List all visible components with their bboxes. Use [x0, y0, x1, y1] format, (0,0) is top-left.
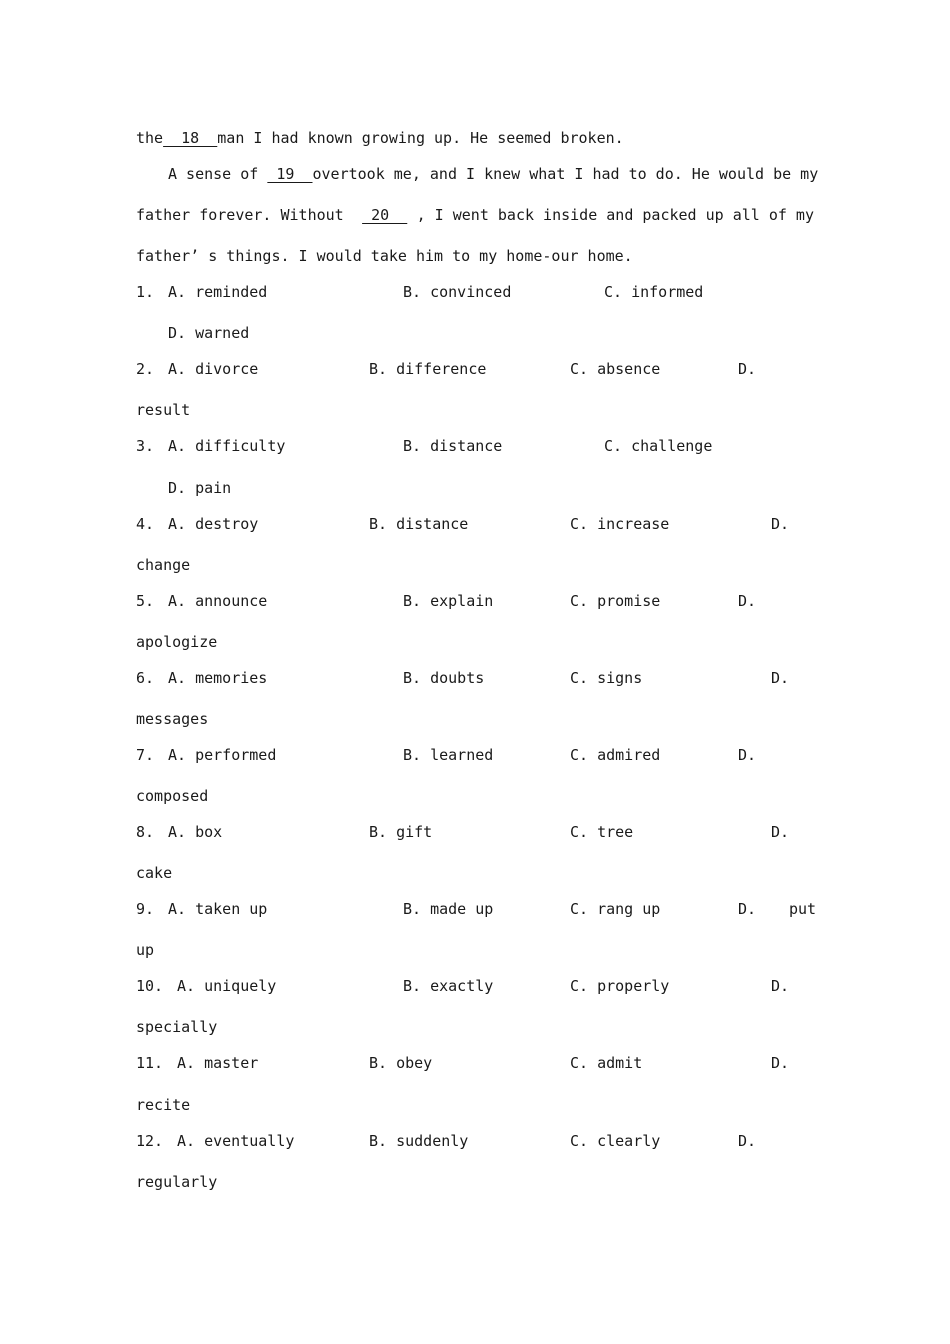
- option-d: D.: [738, 746, 757, 764]
- option-a: A. uniquely: [177, 977, 277, 995]
- passage-line-2: [168, 164, 819, 184]
- option-c: C. tree: [570, 823, 634, 841]
- option-b: B. doubts: [403, 669, 485, 687]
- option-a: A. box: [168, 823, 223, 841]
- option-c: C. absence: [570, 360, 661, 378]
- question-number: 10.: [136, 977, 164, 995]
- option-d: D.: [738, 360, 757, 378]
- option-c: C. clearly: [570, 1132, 661, 1150]
- option-a: A. divorce: [168, 360, 259, 378]
- passage-line-1: [136, 128, 624, 148]
- question-number: 7.: [136, 746, 155, 764]
- option-b: B. distance: [369, 515, 469, 533]
- option-a: A. difficulty: [168, 437, 286, 455]
- option-b: B. exactly: [403, 977, 494, 995]
- option-c: C. admit: [570, 1054, 643, 1072]
- question-number: 5.: [136, 592, 155, 610]
- passage-text: A sense of: [168, 165, 268, 183]
- option-d-text: change: [136, 556, 191, 574]
- option-d-text: put: [789, 900, 817, 918]
- option-d: D.: [738, 900, 757, 918]
- option-b: B. distance: [403, 437, 503, 455]
- passage-line-3: [136, 205, 814, 225]
- option-d-text: messages: [136, 710, 209, 728]
- option-b: B. learned: [403, 746, 494, 764]
- option-d: D.: [771, 977, 790, 995]
- option-c: C. informed: [604, 283, 704, 301]
- option-b: B. suddenly: [369, 1132, 469, 1150]
- option-d: D.: [738, 592, 757, 610]
- option-c: C. admired: [570, 746, 661, 764]
- option-b: B. explain: [403, 592, 494, 610]
- option-a: A. performed: [168, 746, 277, 764]
- option-d-text: specially: [136, 1018, 218, 1036]
- option-b: B. obey: [369, 1054, 433, 1072]
- option-d-text: regularly: [136, 1173, 218, 1191]
- option-d-text: composed: [136, 787, 209, 805]
- option-a: A. master: [177, 1054, 259, 1072]
- option-b: B. made up: [403, 900, 494, 918]
- option-d: D.: [771, 823, 790, 841]
- option-c: C. properly: [570, 977, 670, 995]
- option-d-text: result: [136, 401, 191, 419]
- passage-text: , I went back inside and packed up all of my: [416, 206, 814, 224]
- option-a: A. destroy: [168, 515, 259, 533]
- option-d-text: up: [136, 941, 155, 959]
- blank-20: 20: [362, 206, 408, 224]
- passage-text: man I had known growing up. He seemed broken.: [217, 129, 624, 147]
- blank-18: 18: [163, 129, 218, 147]
- blank-19: 19: [267, 165, 313, 183]
- passage-text: the: [136, 129, 164, 147]
- option-c: C. rang up: [570, 900, 661, 918]
- question-number: 3.: [136, 437, 155, 455]
- option-b: B. difference: [369, 360, 487, 378]
- option-c: C. signs: [570, 669, 643, 687]
- option-a: A. eventually: [177, 1132, 295, 1150]
- question-number: 12.: [136, 1132, 164, 1150]
- question-number: 11.: [136, 1054, 164, 1072]
- option-a: A. taken up: [168, 900, 268, 918]
- option-d: D.: [771, 669, 790, 687]
- question-number: 2.: [136, 360, 155, 378]
- option-d: D. warned: [168, 324, 250, 342]
- option-a: A. memories: [168, 669, 268, 687]
- question-number: 8.: [136, 823, 155, 841]
- passage-text: overtook me, and I knew what I had to do. He would be my: [312, 165, 819, 183]
- option-d-text: apologize: [136, 633, 218, 651]
- option-d-text: cake: [136, 864, 173, 882]
- option-d: D. pain: [168, 479, 232, 497]
- option-c: C. increase: [570, 515, 670, 533]
- passage-line-4: father’ s things. I would take him to my home-our home.: [136, 247, 633, 265]
- option-c: C. promise: [570, 592, 661, 610]
- option-b: B. convinced: [403, 283, 512, 301]
- question-number: 9.: [136, 900, 155, 918]
- question-number: 4.: [136, 515, 155, 533]
- option-b: B. gift: [369, 823, 433, 841]
- option-d: D.: [771, 1054, 790, 1072]
- passage-text: father forever. Without: [136, 206, 353, 224]
- option-d: D.: [771, 515, 790, 533]
- option-a: A. reminded: [168, 283, 268, 301]
- option-d: D.: [738, 1132, 757, 1150]
- option-c: C. challenge: [604, 437, 713, 455]
- option-a: A. announce: [168, 592, 268, 610]
- question-number: 1.: [136, 283, 155, 301]
- option-d-text: recite: [136, 1096, 191, 1114]
- question-number: 6.: [136, 669, 155, 687]
